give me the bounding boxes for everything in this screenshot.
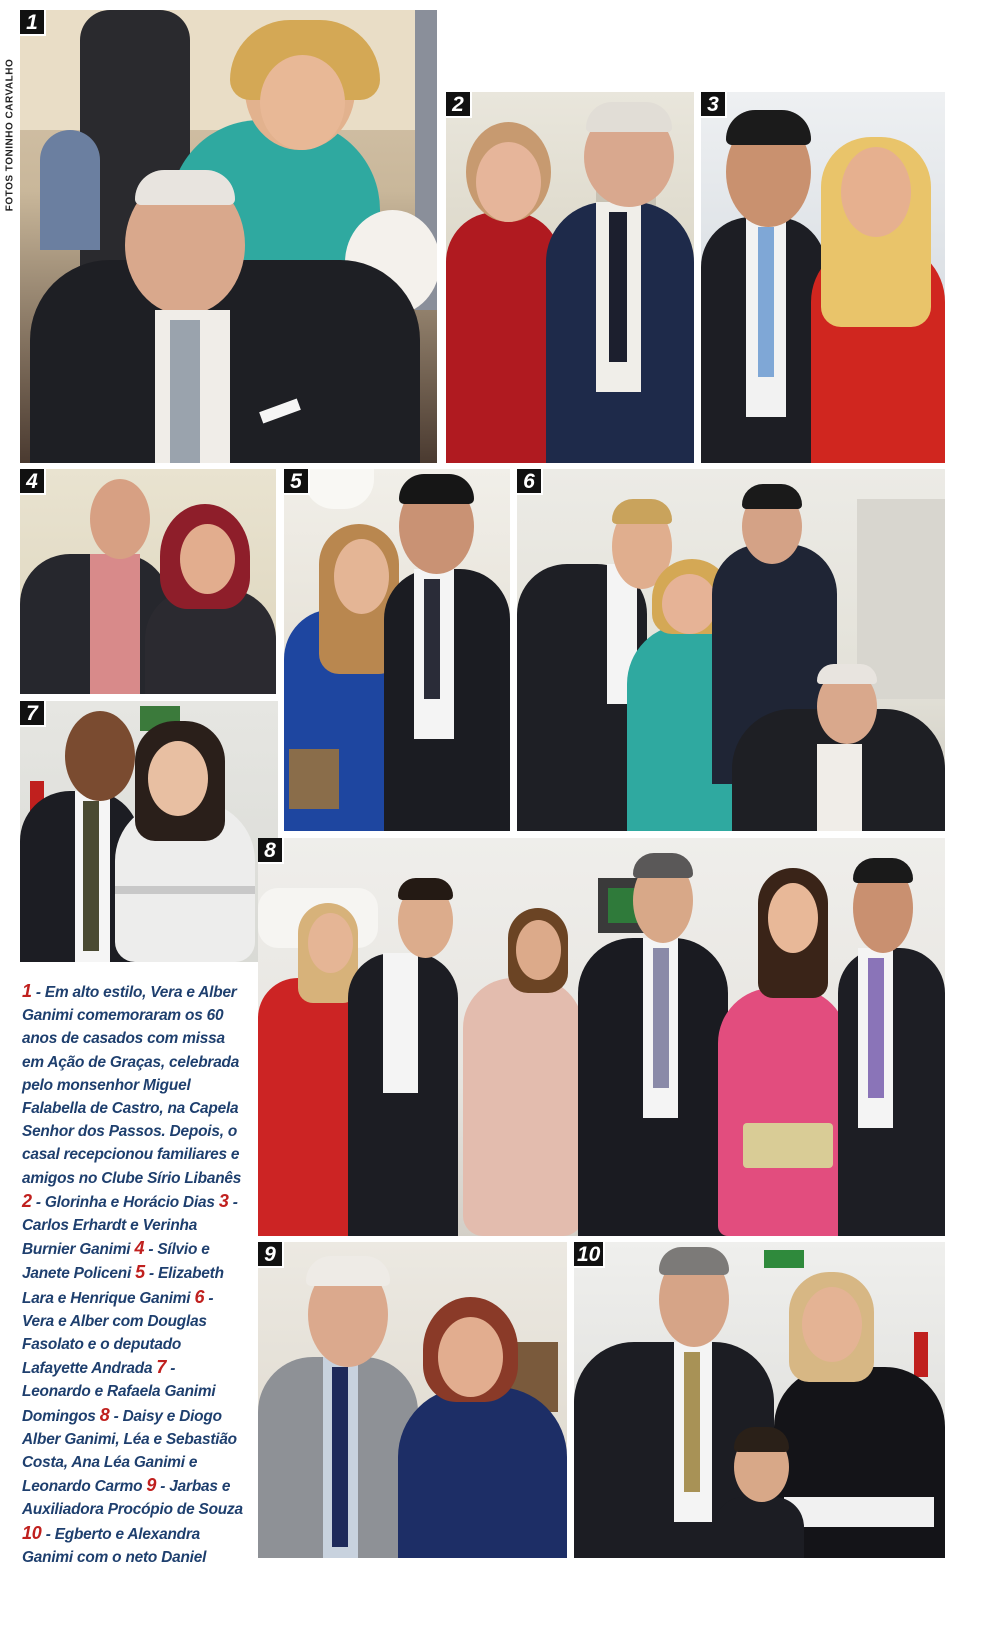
photo-number-badge: 2 (446, 92, 472, 118)
caption-number: 10 (22, 1522, 42, 1543)
caption-number: 2 (22, 1190, 32, 1211)
caption-text: - Daisy e Diogo Alber Ganimi, Léa e Sebastião Costa, Ana Léa Ganimi e Leonardo Carmo (22, 1407, 237, 1496)
photo-7 (20, 701, 278, 962)
photo-number-badge: 7 (20, 701, 46, 727)
caption-text: - Egberto e Alexandra Ganimi com o neto Daniel (22, 1525, 207, 1566)
photo-5 (284, 469, 510, 831)
photo-1 (20, 10, 437, 463)
photo-3 (701, 92, 945, 463)
caption-number: 5 (135, 1262, 145, 1283)
photo-2 (446, 92, 694, 463)
photo-captions (22, 980, 247, 1569)
photo-number-badge: 3 (701, 92, 727, 118)
caption-text: - Em alto estilo, Vera e Alber Ganimi comemoraram os 60 anos de casados com missa em Ação de Graças, celebrada pelo monsenhor Miguel Falabella de Castro, na Capela Senhor dos Passos. Depois, o casal recepcionou familiares e amigos no Clube Sírio Libanês (22, 984, 242, 1187)
caption-text: - Sílvio e Janete Policeni (22, 1241, 210, 1283)
caption-number: 1 (22, 981, 32, 1001)
caption-number: 6 (194, 1286, 205, 1307)
photo-credit-text: FOTOS TONINHO CARVALHO (4, 58, 16, 212)
caption-text: - Carlos Erhardt e Verinha Burnier Ganimi (22, 1193, 238, 1259)
photo-number-badge: 9 (258, 1242, 284, 1268)
photo-9 (258, 1242, 567, 1558)
photo-credit (2, 50, 18, 220)
caption-text: - Jarbas e Auxiliadora Procópio de Souza (22, 1478, 243, 1519)
caption-text: - Leonardo e Rafaela Ganimi Domingos (22, 1360, 216, 1425)
caption-text: - Vera e Alber com Douglas Fasolato e o deputado Lafayette Andrada (22, 1289, 214, 1378)
photo-number-badge: 10 (574, 1242, 605, 1268)
photo-number-badge: 4 (20, 469, 46, 495)
photo-number-badge: 6 (517, 469, 543, 495)
caption-number: 7 (156, 1357, 167, 1378)
photo-number-badge: 5 (284, 469, 310, 495)
caption-number: 8 (99, 1404, 110, 1425)
caption-number: 3 (218, 1190, 229, 1211)
caption-text: - Elizabeth Lara e Henrique Ganimi (22, 1265, 224, 1307)
caption-number: 9 (146, 1475, 157, 1496)
photo-number-badge: 1 (20, 10, 46, 36)
photo-4 (20, 469, 276, 694)
caption-text: - Glorinha e Horácio Dias (31, 1193, 215, 1211)
caption-number: 4 (134, 1238, 145, 1259)
photo-6 (517, 469, 945, 831)
photo-8 (258, 838, 945, 1236)
photo-10 (574, 1242, 945, 1558)
photo-number-badge: 8 (258, 838, 284, 864)
